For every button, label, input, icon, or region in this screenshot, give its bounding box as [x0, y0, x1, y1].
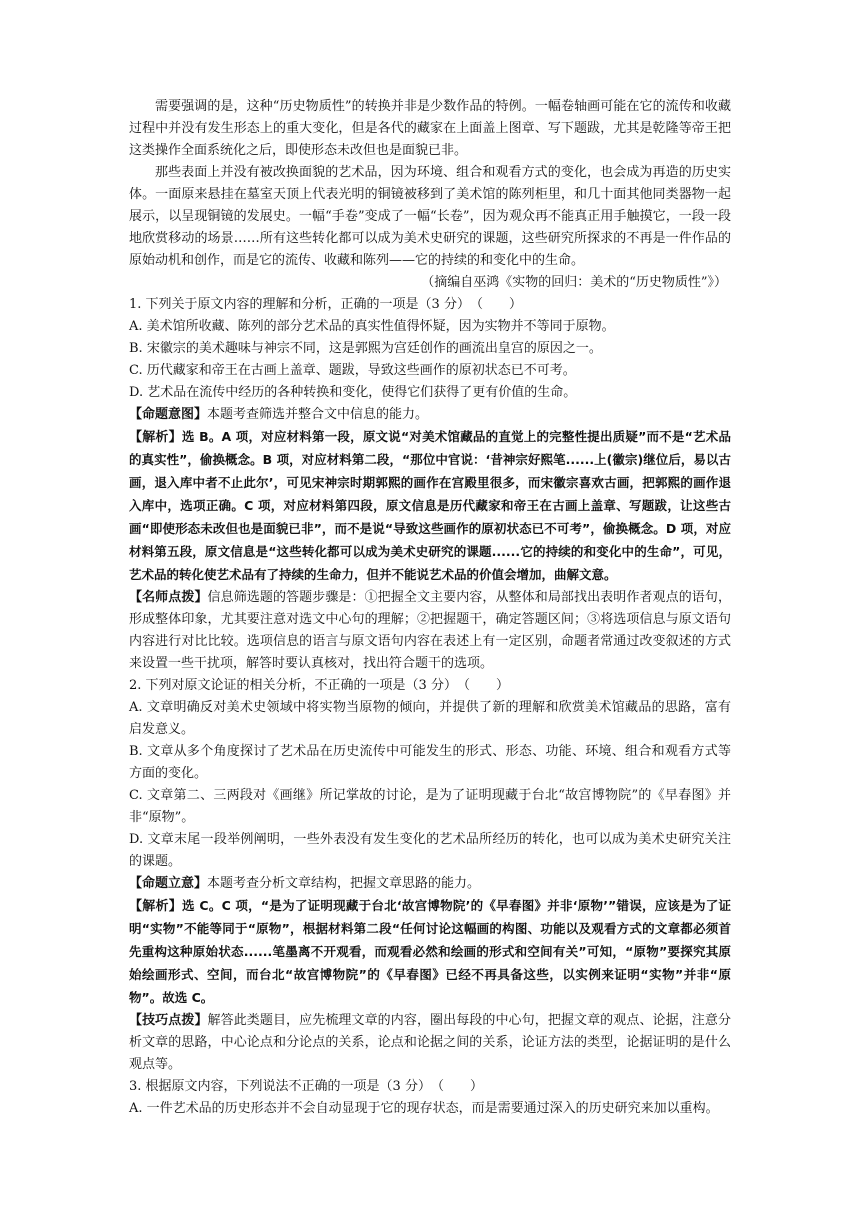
tip-text: 信息筛选题的答题步骤是：①把握全文主要内容，从整体和局部找出表明作者观点的语句，形成整体印象，尤其要注意对选文中心句的理解；②把握题干，确定答题区间；③将选项信息与原文语句内容进行对比比较。选项信息的语言与原文语句内容在表述上有一定区别，命题者常通过改变叙述的方式来设置一些干扰项，解答时要认真核对，找出符合题干的选项。	[129, 590, 731, 671]
option-d: D. 文章末尾一段举例阐明，一些外表没有发生变化的艺术品所经历的转化，也可以成为美术史研究关注的课题。	[129, 832, 731, 869]
analysis-note	[129, 895, 731, 1010]
passage-paragraph: 那些表面上并没有被改换面貌的艺术品，因为环境、组合和观看方式的变化，也会成为再造的历史实体。一面原来悬挂在墓室天顶上代表光明的铜镜被移到了美术馆的陈列柜里，和几十面其他同类器物一起展示，以呈现铜镜的发展史。一幅“手卷”变成了一幅“长卷”，因为观众再不能真正用手触摸它，一段一段地欣赏移动的场景……所有这些转化都可以成为美术史研究的课题，这些研究所探求的不再是一件作品的原始动机和创作，而是它的流传、收藏和陈列——它的持续的和变化中的生命。	[129, 165, 731, 268]
option-a: A. 一件艺术品的历史形态并不会自动显现于它的现存状态，而是需要通过深入的历史研究来加以重构。	[129, 1101, 719, 1116]
tip-tag: 【名师点拨】	[129, 590, 208, 605]
option-d: D. 艺术品在流传中经历的各种转换和变化，使得它们获得了更有价值的生命。	[129, 385, 577, 400]
analysis-text: 选 B。A 项，对应材料第一段，原文说“对美术馆藏品的直觉上的完整性提出质疑”而不是“艺术品的真实性”，偷换概念。B 项，对应材料第二段，“那位中官说：‘昔神宗好熙笔......上(徽宗)继位后，易以古画，退入库中者不止此尔’，可见宋神宗时期郭熙的画作在宫殿里很多，而宋徽宗喜欢古画，把郭熙的画作退入库中，选项正确。C 项，对应材料第四段，原文信息是历代藏家和帝王在古画上盖章、写题跋，让这些古画“即使形态未改但也是面貌已非”，而不是说“导致这些画作的原初状态已不可考”，偷换概念。D 项，对应材料第五段，原文信息是“这些转化都可以成为美术史研究的课题......它的持续的和变化中的生命”，可见，艺术品的转化使艺术品有了持续的生命力，但并不能说艺术品的价值会增加，曲解文意。	[129, 429, 731, 582]
analysis-text: 选 C。C 项，“是为了证明现藏于台北‘故宫博物院’的《早春图》并非‘原物’”错误，应该是为了证明“实物”不能等同于“原物”，根据材料第二段“任何讨论这幅画的构图、功能以及观看方式的文章都必须首先重构这种原始状态......笔墨离不开观看，而观看必然和绘画的形式和空间有关”可知，“原物”要探究其原始绘画形式、空间，而台北“故宫博物院”的《早春图》已经不再具备这些，以实例来证明“实物”并非“原物”。故选 C。	[129, 898, 731, 1005]
tip-note	[129, 1010, 731, 1076]
passage-paragraph: 需要强调的是，这种“历史物质性”的转换并非是少数作品的特例。一幅卷轴画可能在它的流传和收藏过程中并没有发生形态上的重大变化，但是各代的藏家在上面盖上图章、写下题跋，尤其是乾隆等帝王把这类操作全面系统化之后，即使形态未改但也是面貌已非。	[129, 99, 731, 158]
option-b: B. 文章从多个角度探讨了艺术品在历史流传中可能发生的形式、形态、功能、环境、组合和观看方式等方面的变化。	[129, 744, 731, 781]
question-stem: 2. 下列对原文论证的相关分析，不正确的一项是（3 分） （ ）	[129, 678, 509, 693]
analysis-tag: 【解析】	[129, 899, 183, 914]
question-stem: 1. 下列关于原文内容的理解和分析，正确的一项是（3 分） （ ）	[129, 297, 522, 312]
intent-tag: 【命题意图】	[129, 407, 208, 422]
tip-tag: 【技巧点拨】	[129, 1013, 208, 1028]
analysis-tag: 【解析】	[129, 430, 182, 445]
tip-note	[129, 587, 731, 675]
question-stem: 3. 根据原文内容，下列说法不正确的一项是（3 分） （ ）	[129, 1079, 483, 1094]
passage-source: （摘编自巫鸿《实物的回归：美术的“历史物质性”》）	[421, 275, 727, 290]
option-c: C. 历代藏家和帝王在古画上盖章、题跋，导致这些画作的原初状态已不可考。	[129, 363, 576, 378]
option-c: C. 文章第二、三两段对《画继》所记掌故的讨论，是为了证明现藏于台北“故宫博物院”的《早春图》并非“原物”。	[129, 788, 731, 825]
intent-text: 本题考查分析文章结构，把握文章思路的能力。	[207, 876, 481, 891]
analysis-note	[129, 426, 731, 587]
intent-note	[129, 404, 731, 426]
tip-text: 解答此类题目，应先梳理文章的内容，圈出每段的中心句，把握文章的观点、论据，注意分析文章的思路，中心论点和分论点的关系，论点和论据之间的关系，论证方法的类型，论据证明的是什么观点等。	[129, 1013, 731, 1072]
document-page	[129, 96, 731, 1120]
intent-tag: 【命题立意】	[129, 876, 208, 891]
option-a: A. 文章明确反对美术史领域中将实物当原物的倾向，并提供了新的理解和欣赏美术馆藏品的思路，富有启发意义。	[129, 700, 731, 737]
intent-note	[129, 873, 731, 895]
option-a: A. 美术馆所收藏、陈列的部分艺术品的真实性值得怀疑，因为实物并不等同于原物。	[129, 319, 615, 334]
option-b: B. 宋徽宗的美术趣味与神宗不同，这是郭熙为宫廷创作的画流出皇宫的原因之一。	[129, 341, 602, 356]
intent-text: 本题考查筛选并整合文中信息的能力。	[207, 407, 429, 422]
